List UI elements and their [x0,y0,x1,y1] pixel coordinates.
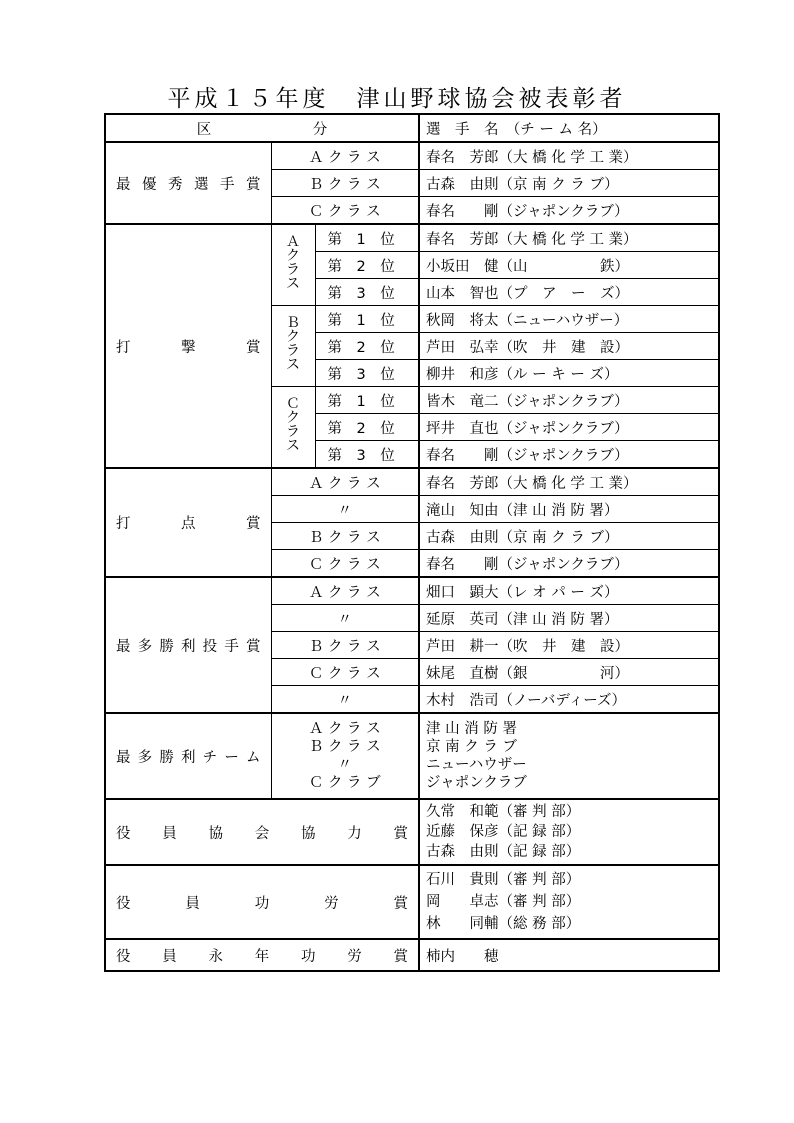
player-name: 皆木 竜二（ジャポンクラブ） [419,387,719,414]
rank-cell: 第 3 位 [315,441,419,469]
player-name: 木村 浩司（ノーバディーズ） [419,686,719,714]
class-label-vertical: Ｃ ク ラ ス [271,387,315,469]
player-name: 坪井 直也（ジャポンクラブ） [419,414,719,441]
class-cell: Ａ ク ラ ス Ｂ ク ラ ス 〃 Ｃ ク ラ ブ [271,713,419,799]
rank-cell: 第 3 位 [315,279,419,306]
class-cell: Ｃ ク ラ ス [271,197,419,225]
class-cell: Ｃ ク ラ ス [271,550,419,578]
players-header: 選 手 名 （チ ー ム 名） [419,114,719,142]
player-name: 延原 英司（津 山 消 防 署） [419,605,719,632]
longmerit-name: 柿内 穂 [419,939,719,971]
merit-category: 役 員 功 労 賞 [105,865,419,939]
class-cell: 〃 [271,496,419,523]
player-name: 畑口 顕大（レ オ パ ー ズ） [419,577,719,605]
batting-category: 打 撃 賞 [105,224,271,468]
rank-cell: 第 2 位 [315,252,419,279]
coop-names: 久常 和範（審 判 部） 近藤 保彦（記 録 部） 古森 由則（記 録 部） [419,799,719,865]
player-name: 柳井 和彦（ル ー キ ー ズ） [419,360,719,387]
rank-cell: 第 2 位 [315,414,419,441]
coop-category: 役 員 協 会 協 力 賞 [105,799,419,865]
player-name: 小坂田 健（山 鉄） [419,252,719,279]
rank-cell: 第 1 位 [315,306,419,333]
wins-row [105,577,719,605]
header-row [105,114,719,142]
player-name: 春名 剛（ジャポンクラブ） [419,197,719,225]
player-name: 芦田 耕一（吹 井 建 設） [419,632,719,659]
class-cell: Ａ ク ラ ス [271,577,419,605]
class-cell: Ｂ ク ラ ス [271,170,419,197]
page-title: 平成１５年度 津山野球協会被表彰者 [167,86,627,112]
longmerit-category: 役 員 永 年 功 労 賞 [105,939,419,971]
rbi-category: 打 点 賞 [105,468,271,577]
class-cell: Ｂ ク ラ ス [271,632,419,659]
player-name: 妹尾 直樹（銀 河） [419,659,719,686]
longmerit-row [105,939,719,971]
class-cell: Ｃ ク ラ ス [271,659,419,686]
merit-names: 石川 貴則（審 判 部） 岡 卓志（審 判 部） 林 同輔（総 務 部） [419,865,719,939]
class-cell: 〃 [271,686,419,714]
mvp-row [105,142,719,170]
team-category: 最 多 勝 利 チ ー ム [105,713,271,799]
category-header: 区 分 [105,114,419,142]
coop-row [105,799,719,865]
class-cell: Ａ ク ラ ス [271,468,419,496]
merit-row [105,865,719,939]
class-cell: 〃 [271,605,419,632]
rank-cell: 第 2 位 [315,333,419,360]
award-table [104,113,720,972]
class-label-vertical: Ａ ク ラ ス [271,224,315,306]
player-name: 山本 智也（プ ア ー ズ） [419,279,719,306]
batting-row [105,224,719,252]
rbi-row [105,468,719,496]
team-row [105,713,719,799]
team-names: 津 山 消 防 署 京 南 ク ラ ブ ニューハウザー ジャポンクラブ [419,713,719,799]
rank-cell: 第 1 位 [315,224,419,252]
player-name: 春名 芳郎（大 橋 化 学 工 業） [419,468,719,496]
player-name: 春名 剛（ジャポンクラブ） [419,441,719,469]
player-name: 古森 由則（京 南 ク ラ ブ） [419,170,719,197]
wins-category: 最 多 勝 利 投 手 賞 [105,577,271,713]
player-name: 秋岡 将太（ニューハウザー） [419,306,719,333]
player-name: 滝山 知由（津 山 消 防 署） [419,496,719,523]
player-name: 芦田 弘幸（吹 井 建 設） [419,333,719,360]
player-name: 古森 由則（京 南 ク ラ ブ） [419,523,719,550]
player-name: 春名 芳郎（大 橋 化 学 工 業） [419,142,719,170]
mvp-category: 最 優 秀 選 手 賞 [105,142,271,224]
player-name: 春名 剛（ジャポンクラブ） [419,550,719,578]
class-cell: Ａ ク ラ ス [271,142,419,170]
class-label-vertical: Ｂ ク ラ ス [271,306,315,387]
player-name: 春名 芳郎（大 橋 化 学 工 業） [419,224,719,252]
rank-cell: 第 3 位 [315,360,419,387]
class-cell: Ｂ ク ラ ス [271,523,419,550]
rank-cell: 第 1 位 [315,387,419,414]
